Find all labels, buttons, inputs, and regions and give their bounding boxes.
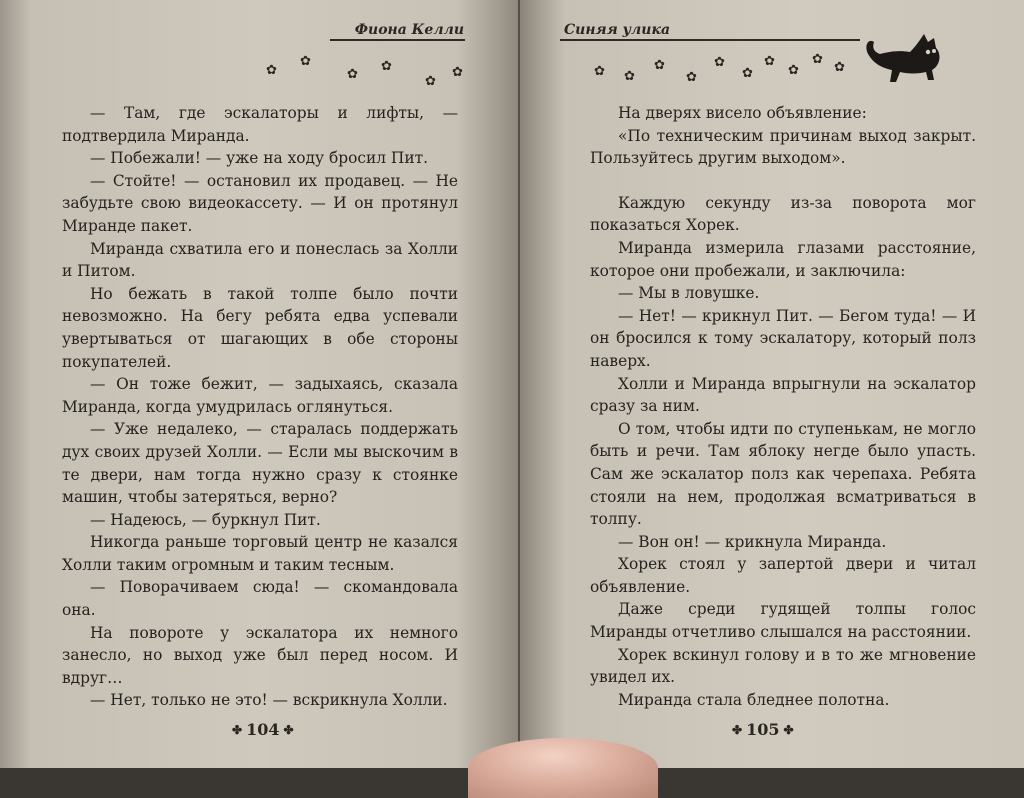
paw-icon: ✿ (624, 69, 635, 84)
paw-icon: ✿ (742, 66, 753, 81)
paw-icon: ✿ (266, 63, 277, 78)
paragraph: — Побежали! — уже на ходу бросил Пит. (90, 149, 429, 168)
paragraph: На повороте у эскалатора их немного занесло, но выход уже был перед носом. И вдруг… (62, 623, 458, 687)
right-page-body (590, 102, 976, 711)
ornament-icon: ✤ (283, 722, 294, 737)
paragraph: Но бежать в такой толпе было почти невозможно. На бегу ребята едва успевали увертываться от шагающих в обе стороны покупателей. (62, 284, 458, 371)
paragraph: Даже среди гудящей толпы голос Миранды отчетливо слышался на расстоянии. (590, 600, 976, 642)
thumb (468, 738, 658, 798)
paragraph: — Там, где эскалаторы и лифты, — подтвердила Миранда. (62, 104, 458, 145)
running-head-title: Синяя улика (564, 22, 671, 38)
paragraph: — Уже недалеко, — старалась поддержать дух своих друзей Холли. — Если мы выскочим в те двери, нам тогда нужно сразу к стоянке машин, чтобы затеряться, верно? (62, 420, 458, 507)
paw-icon: ✿ (300, 54, 311, 69)
right-page (520, 0, 1024, 768)
paw-icon: ✿ (686, 70, 697, 85)
paragraph: Хорек вскинул голову и в то же мгновение увидел их. (590, 645, 976, 687)
paragraph: — Надеюсь, — буркнул Пит. (90, 510, 321, 529)
paw-icon: ✿ (654, 58, 665, 73)
paragraph: О том, чтобы идти по ступенькам, не могло быть и речи. Там яблоку негде было упасть. Сам же эскалатор полз как черепаха. Ребята стояли на нем, продолжая всматриваться в толпу. (590, 419, 976, 529)
header-rule (330, 39, 465, 41)
cat-silhouette-icon (862, 26, 952, 86)
paragraph: — Поворачиваем сюда! — скомандовала она. (62, 578, 458, 620)
paragraph: — Вон он! — крикнула Миранда. (618, 532, 887, 551)
paw-icon: ✿ (812, 52, 823, 67)
paragraph: — Он тоже бежит, — задыхаясь, сказала Миранда, когда умудрилась оглянуться. (62, 375, 458, 416)
ornament-icon: ✤ (783, 722, 794, 737)
paragraph: «По техническим причинам выход закрыт. Пользуйтесь другим выходом». (590, 126, 976, 168)
paragraph: Холли и Миранда впрыгнули на эскалатор сразу за ним. (590, 374, 976, 416)
paw-icon: ✿ (714, 55, 725, 70)
page-number-left (232, 720, 294, 739)
paw-icon: ✿ (834, 60, 845, 75)
paragraph: — Нет! — крикнул Пит. — Бегом туда! — И он бросился к тому эскалатору, который полз наверх. (590, 306, 976, 370)
paw-icon: ✿ (594, 64, 605, 79)
paw-icon: ✿ (425, 74, 436, 89)
paragraph: — Мы в ловушке. (618, 284, 760, 303)
left-page-body (62, 102, 458, 712)
header-rule (560, 39, 860, 41)
paragraph: На дверях висело объявление: (618, 104, 867, 122)
ornament-icon: ✤ (232, 722, 243, 737)
ornament-icon: ✤ (732, 722, 743, 737)
paw-icon: ✿ (452, 65, 463, 80)
paw-icon: ✿ (347, 67, 358, 82)
paragraph: Хорек стоял у запертой двери и читал объявление. (590, 555, 976, 596)
paragraph: Миранда измерила глазами расстояние, которое они пробежали, и заключила: (590, 238, 976, 280)
paw-icon: ✿ (788, 63, 799, 78)
paragraph: Каждую секунду из-за поворота мог показаться Хорек. (590, 193, 976, 235)
paw-icon: ✿ (381, 59, 392, 74)
running-head-author: Фиона Келли (354, 22, 464, 38)
paragraph: — Нет, только не это! — вскрикнула Холли. (90, 691, 448, 710)
paragraph: Никогда раньше торговый центр не казался Холли таким огромным и таким тесным. (62, 533, 458, 574)
paragraph: Миранда стала бледнее полотна. (618, 690, 890, 709)
paw-icon: ✿ (764, 54, 775, 69)
paragraph: Миранда схватила его и понеслась за Холли и Питом. (62, 239, 458, 281)
page-number: 104 (246, 720, 280, 739)
page-number: 105 (746, 720, 780, 739)
page-number-right (732, 720, 794, 739)
left-page (0, 0, 518, 768)
paragraph: — Стойте! — остановил их продавец. — Не забудьте свою видеокассету. — И он протянул Миранде пакет. (62, 171, 458, 235)
